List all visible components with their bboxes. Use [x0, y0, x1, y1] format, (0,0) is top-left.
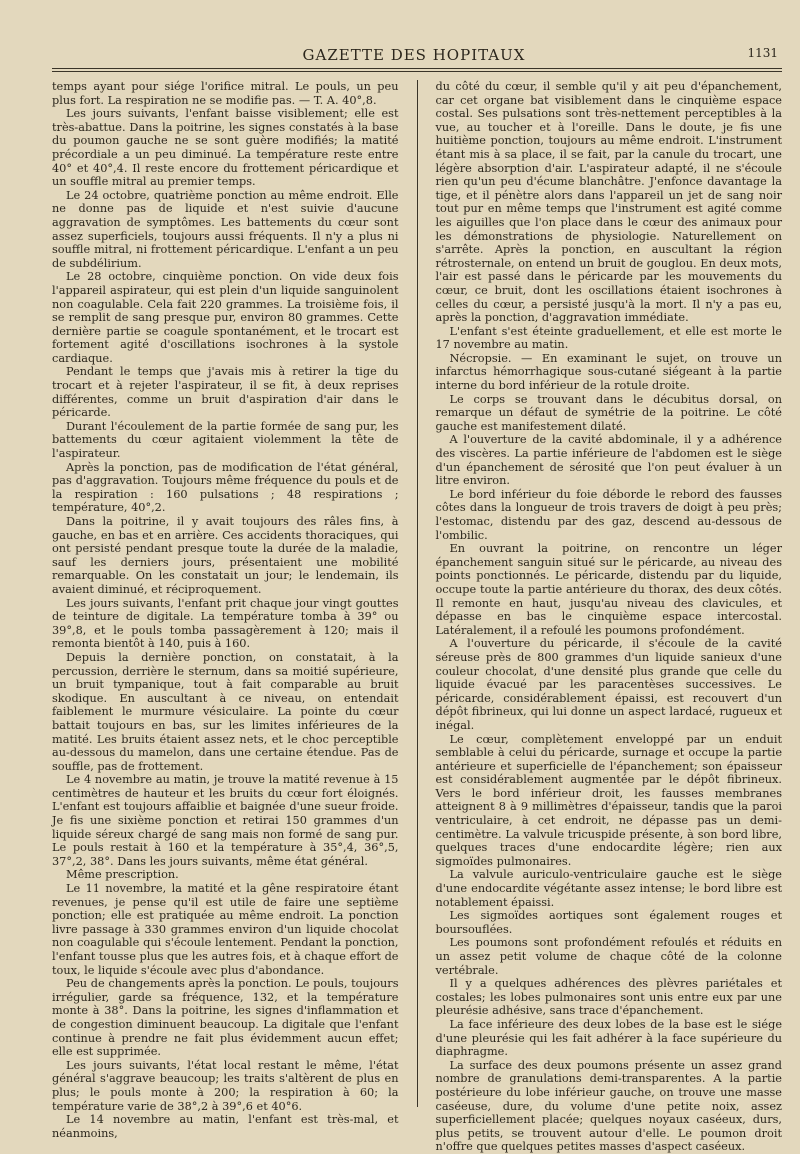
- paragraph: Pendant le temps que j'avais mis à retirer la tige du trocart et à rejeter l'aspirateur, il se fit, à deux reprises différentes, comme un bruit d'aspiration d'air dans le péricarde.: [52, 365, 399, 420]
- paragraph: Depuis la dernière ponction, on constatait, à la percussion, derrière le sternum, dans sa moitié supérieure, un bruit tympanique, tout à fait comparable au bruit skodique. En auscultant à ce niveau, on entendait faiblement le murmure vésiculaire. La pointe du cœur battait toujours en bas, sur les limites inférieures de la matité. Les bruits étaient assez nets, et le choc perceptible au-dessous du mamelon, dans une certaine étendue. Pas de souffle, pas de frottement.: [52, 650, 399, 773]
- header-rule: [52, 68, 782, 69]
- page-header: [46, 46, 782, 68]
- text-columns: [52, 80, 782, 1154]
- paragraph: Peu de changements après la ponction. Le pouls, toujours irrégulier, garde sa fréquence, 132, et la température monte à 38°. Dans la poitrine, les signes d'inflammation et de congestion diminuent beaucoup. La digitale que l'enfant continue à prendre ne fait plus évidemment aucun effet; elle est supprimée.: [52, 977, 399, 1059]
- paragraph: Le 28 octobre, cinquième ponction. On vide deux fois l'appareil aspirateur, qui est plein d'un liquide sanguinolent non coagulable. Cela fait 220 grammes. La troisième fois, il se remplit de sang presque pur, environ 80 grammes. Cette dernière partie se coagule spontanément, et le trocart est fortement agité d'oscillations isochrones à la systole cardiaque.: [52, 270, 399, 365]
- paragraph: Même prescription.: [66, 868, 179, 882]
- paragraph: Le corps se trouvant dans le décubitus dorsal, on remarque un défaut de symétrie de la poitrine. Le côté gauche est manifestement dilaté.: [435, 392, 782, 433]
- paragraph: Le bord inférieur du foie déborde le rebord des fausses côtes dans la longueur de trois travers de doigt à peu près; l'estomac, distendu par des gaz, descend au-dessous de l'ombilic.: [435, 487, 782, 542]
- paragraph: Dans la poitrine, il y avait toujours des râles fins, à gauche, en bas et en arrière. Ces accidents thoraciques, qui ont persisté pendant presque toute la durée de la maladie, sauf les derniers jours, présentaient une mobilité remarquable. On les constatait un jour; le lendemain, ils avaient diminué, et réciproquement.: [52, 515, 399, 596]
- paragraph: Le 4 novembre au matin, je trouve la matité revenue à 15 centimètres de hauteur et les bruits du cœur fort éloignés. L'enfant est toujours affaiblie et baignée d'une sueur froide. Je fis une sixième ponction et retirai 150 grammes d'un liquide séreux chargé de sang mais non formé de sang pur. Le pouls restait à 160 et la température à 35°,4, 36°,5, 37°,2, 38°. Dans les jours suivants, même état général.: [52, 773, 399, 868]
- right-column: [435, 80, 783, 1154]
- header-rule-double: [52, 71, 782, 72]
- paragraph: Le cœur, complètement enveloppé par un enduit semblable à celui du péricarde, surnage et occupe la partie antérieure et superficielle de l'épanchement; son épaisseur est considérablement augmentée par le dépôt fibrineux. Vers le bord inférieur droit, les fausses membranes atteignent 8 à 9 millimètres d'épaisseur, tandis que la paroi ventriculaire, à cet endroit, ne dépasse pas un demi-centimètre. La valvule tricuspide présente, à son bord libre, quelques traces d'une endocardite légère; rien aux sigmoïdes pulmonaires.: [435, 732, 782, 868]
- paragraph: La surface des deux poumons présente un assez grand nombre de granulations demi-transparentes. A la partie postérieure du lobe inférieur gauche, on trouve une masse caséeuse, dure, du volume d'une petite noix, assez superficiellement placée; quelques noyaux caséeux, durs, plus petits, se trouvent autour d'elle. Le poumon droit n'offre que quelques petites masses d'aspect caséeux.: [435, 1058, 782, 1154]
- paragraph: L'enfant s'est éteinte graduellement, et elle est morte le 17 novembre au matin.: [435, 324, 782, 352]
- paragraph: A l'ouverture du péricarde, il s'écoule de la cavité séreuse près de 800 grammes d'un liquide sanieux d'une couleur chocolat, d'une densité plus grande que celle du liquide évacué par les paracentèses successives. Le péricarde, considérablement épaissi, est recouvert d'un dépôt fibrineux, qui lui donne un aspect lardacé, rugueux et inégal.: [435, 637, 782, 732]
- paragraph: Après la ponction, pas de modification de l'état général, pas d'aggravation. Toujours même fréquence du pouls et de la respiration : 160 pulsations ; 48 respirations ; température, 40°,2.: [52, 460, 399, 515]
- paragraph: Les poumons sont profondément refoulés et réduits en un assez petit volume de chaque côté de la colonne vertébrale.: [435, 936, 782, 977]
- paragraph: temps ayant pour siége l'orifice mitral. Le pouls, un peu plus fort. La respiration ne se modifie pas. — T. A. 40°,8.: [52, 80, 399, 107]
- paragraph: La valvule auriculo-ventriculaire gauche est le siège d'une endocardite végétante assez intense; le bord libre est notablement épaissi.: [435, 868, 782, 909]
- paragraph: Le 24 octobre, quatrième ponction au même endroit. Elle ne donne pas de liquide et n'est suivie d'aucune aggravation de symptômes. Les battements du cœur sont assez superficiels, toujours aussi fréquents. Il n'y a plus ni souffle mitral, ni frottement péricardique. L'enfant a un peu de subdélirium.: [52, 188, 399, 270]
- paragraph: Les jours suivants, l'enfant baisse visiblement; elle est très-abattue. Dans la poitrine, les signes constatés à la base du poumon gauche ne se sont guère modifiés; la matité précordiale a un peu diminué. La température reste entre 40° et 40°,4. Il reste encore du frottement péricardique et un souffle mitral au premier temps.: [52, 107, 399, 189]
- page-number: 1131: [747, 46, 778, 60]
- paragraph: Les jours suivants, l'état local restant le même, l'état général s'aggrave beaucoup; les traits s'altèrent de plus en plus; le pouls monte à 200; la respiration à 60; la température varie de 38°,2 à 39°,6 et 40°6.: [52, 1058, 399, 1113]
- running-title: GAZETTE DES HOPITAUX: [302, 46, 526, 64]
- paragraph: du côté du cœur, il semble qu'il y ait peu d'épanchement, car cet organe bat visiblement dans le cinquième espace costal. Ses pulsations sont très-nettement perceptibles à la vue, au toucher et à l'oreille. Dans le doute, je fis une huitième ponction, toujours au même endroit. L'instrument étant mis à sa place, il se fait, par la canule du trocart, une légère absorption d'air. L'aspirateur adapté, il ne s'écoule rien qu'un peu d'écume blanchâtre. J'enfonce davantage la tige, et il pénètre alors dans l'appareil un jet de sang noir tout pur en même temps que l'instrument est agité comme les aiguilles que l'on place dans le cœur des animaux pour les démonstrations de physiologie. Naturellement on s'arrête. Après la ponction, en auscultant la région rétrosternale, on entend un bruit de gouglou. En deux mots, l'air est passé dans le péricarde par les mouvements du cœur, ce bruit, dont les oscillations étaient isochrones à celles du cœur, a persisté jusqu'à la mort. Il n'y a pas eu, après la ponction, d'aggravation immédiate.: [435, 80, 782, 325]
- paragraph: En ouvrant la poitrine, on rencontre un léger épanchement sanguin situé sur le péricarde, au niveau des points ponctionnés. Le péricarde, distendu par du liquide, occupe toute la partie antérieure du thorax, des deux côtés. Il remonte en haut, jusqu'au niveau des clavicules, et dépasse en bas le cinquième espace intercostal. Latéralement, il a refoulé les poumons profondément.: [435, 542, 782, 637]
- paragraph: Durant l'écoulement de la partie formée de sang pur, les battements du cœur agitaient violemment la tête de l'aspirateur.: [52, 419, 399, 461]
- paragraph: A l'ouverture de la cavité abdominale, il y a adhérence des viscères. La partie inférieure de l'abdomen est le siège d'un épanchement de sérosité que l'on peut évaluer à un litre environ.: [435, 433, 782, 488]
- paragraph: Le 11 novembre, la matité et la gêne respiratoire étant revenues, je pense qu'il est utile de faire une septième ponction; elle est pratiquée au même endroit. La ponction livre passage à 330 grammes environ d'un liquide chocolat non coagulable qui s'écoule lentement. Pendant la ponction, l'enfant tousse plus que les autres fois, et à chaque effort de toux, le liquide s'écoule avec plus d'abondance.: [52, 882, 399, 977]
- paragraph: Les jours suivants, l'enfant prit chaque jour vingt gouttes de teinture de digitale. La température tomba à 39° ou 39°,8, et le pouls tomba passagèrement à 120; mais il remonta bientôt à 140, puis à 160.: [52, 596, 399, 651]
- paragraph: Les sigmoïdes aortiques sont également rouges et boursouflées.: [435, 909, 782, 936]
- paragraph: Il y a quelques adhérences des plèvres pariétales et costales; les lobes pulmonaires sont unis entre eux par une pleurésie adhésive, sans trace d'épanchement.: [435, 977, 782, 1018]
- paragraph: Le 14 novembre au matin, l'enfant est très-mal, et néanmoins,: [52, 1113, 399, 1140]
- paragraph: Nécropsie. — En examinant le sujet, on trouve un infarctus hémorrhagique sous-cutané siégeant à la partie interne du bord inférieur de la rotule droite.: [435, 351, 782, 393]
- left-column: [52, 80, 399, 1140]
- paragraph: La face inférieure des deux lobes de la base est le siége d'une pleurésie qui les fait adhérer à la face supérieure du diaphragme.: [435, 1017, 782, 1059]
- column-divider: [417, 80, 418, 1107]
